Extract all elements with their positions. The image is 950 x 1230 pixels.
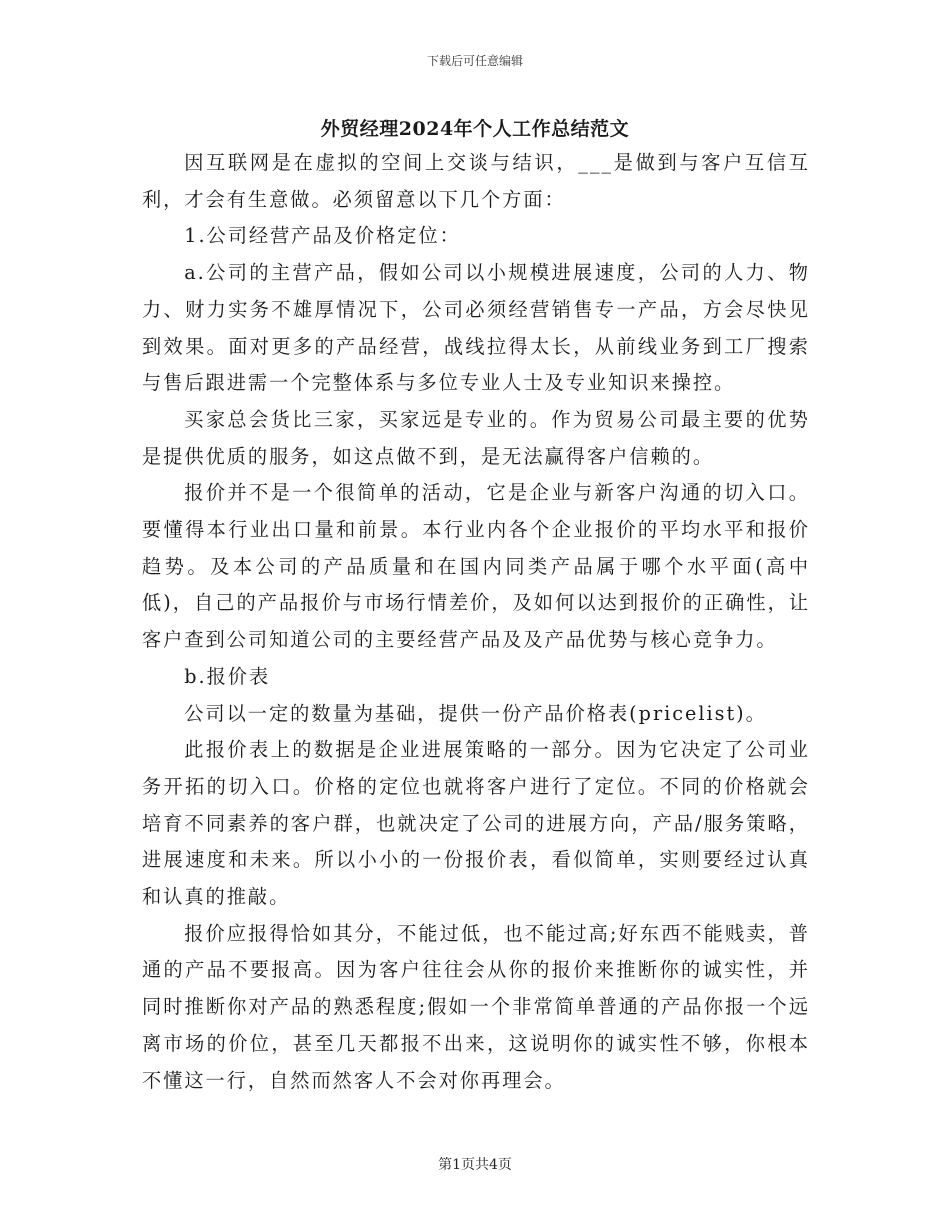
paragraph: 因互联网是在虚拟的空间上交谈与结识，___是做到与客户互信互利，才会有生意做。必须留意以下几个方面：: [142, 151, 810, 211]
page-header-note: 下载后可任意编辑: [426, 54, 523, 68]
paragraph: 公司以一定的数量为基础，提供一份产品价格表(pricelist)。: [184, 701, 767, 725]
document-body: [142, 145, 810, 1099]
paragraph: 报价并不是一个很简单的活动，它是企业与新客户沟通的切入口。要懂得本行业出口量和前景。本行业内各个企业报价的平均水平和报价趋势。及本公司的产品质量和在国内同类产品属于哪个水平面(高中低)，自己的产品报价与市场行情差价，及如何以达到报价的正确性，让客户查到公司知道公司的主要经营产品及及产品优势与核心竞争力。: [142, 481, 811, 652]
document-title: 外贸经理2024年个人工作总结范文: [320, 118, 630, 140]
paragraph: b.报价表: [184, 664, 271, 688]
paragraph: 报价应报得恰如其分，不能过低，也不能过高;好东西不能贱卖，普通的产品不要报高。因为客户往往会从你的报价来推断你的诚实性，并同时推断你对产品的熟悉程度;假如一个非常简单普通的产品你报一个远离市场的价位，甚至几天都报不出来，这说明你的诚实性不够，你根本不懂这一行，自然而然客人不会对你再理会。: [142, 921, 810, 1092]
paragraph: 买家总会货比三家，买家远是专业的。作为贸易公司最主要的优势是提供优质的服务，如这点做不到，是无法赢得客户信赖的。: [142, 407, 810, 468]
paragraph: a.公司的主营产品，假如公司以小规模进展速度，公司的人力、物力、财力实务不雄厚情况下，公司必须经营销售专一产品，方会尽快见到效果。面对更多的产品经营，战线拉得太长，从前线业务到工厂搜索与售后跟进需一个完整体系与多位专业人士及专业知识来操控。: [142, 261, 810, 395]
page-number: 第1页共4页: [438, 1157, 512, 1173]
paragraph: 此报价表上的数据是企业进展策略的一部分。因为它决定了公司业务开拓的切入口。价格的定位也就将客户进行了定位。不同的价格就会培育不同素养的客户群，也就决定了公司的进展方向，产品/服务策略，进展速度和未来。所以小小的一份报价表，看似简单，实则要经过认真和认真的推敲。: [142, 738, 810, 909]
paragraph: 1.公司经营产品及价格定位：: [184, 224, 461, 248]
